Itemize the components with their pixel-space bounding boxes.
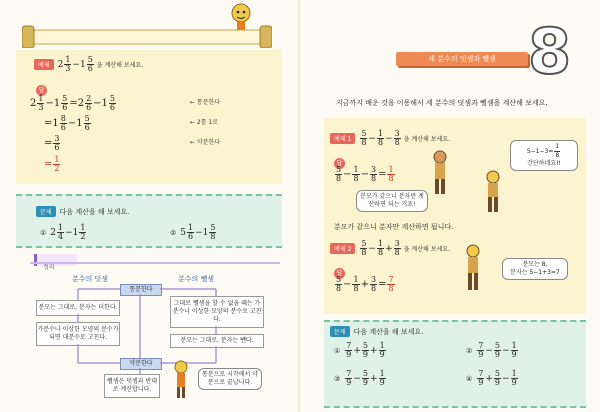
step-3-note: ← 약분한다	[190, 139, 221, 146]
step-1: 2 $\frac{1}{3}$ −1 $\frac{5}{6}$ =2 $\frac{2}{6}$ −1 $\frac{5}{6}$	[30, 94, 115, 112]
step-3: = $\frac{3}{6}$	[44, 134, 60, 152]
step-1-note: ← 통분한다	[190, 99, 221, 106]
problem-r4: ④ $\frac{7}{9}$ + $\frac{5}{9}$ − $\frac{1}{9}$	[466, 369, 517, 387]
person-2-icon	[482, 170, 504, 214]
summary-bubble: 통분으로 시작해서 약분으로 끝납니다.	[198, 368, 262, 390]
step-2: =1 $\frac{8}{6}$ −1 $\frac{5}{6}$	[44, 114, 90, 132]
statement: 분모가 같으니 분자만 계산하면 됩니다.	[334, 223, 454, 231]
person-1-icon	[430, 150, 450, 196]
intro-text: 지금까지 배운 것을 이용해서 세 분수의 덧셈과 뺄셈을 계산해 보세요.	[336, 99, 548, 107]
bubble-3	[502, 258, 568, 280]
bubble-3-line1: 분모는 8,	[522, 261, 548, 268]
box-inverse: 뺄셈은 덧셈과 반대로 계산합니다.	[104, 374, 160, 398]
ex1-header	[330, 130, 450, 147]
ex1-prompt: 을 계산해 보세요.	[403, 136, 450, 143]
problem-tag: 문제	[36, 206, 56, 217]
summary-col1: 분수의 덧셈	[72, 275, 109, 283]
problem-prompt: 다음 계산을 해 보세요.	[59, 207, 130, 216]
problems-prompt: 다음 계산을 해 보세요.	[353, 327, 424, 336]
ex1-answer-tag: 답	[334, 158, 345, 169]
step-2-note: ← 2를 1로	[190, 119, 219, 126]
ex1-solution: $\frac{5}{8}$ − $\frac{1}{8}$ − $\frac{3}{8}$ = $\frac{1}{8}$	[336, 165, 394, 183]
bubble-1: 5−1−3 = $\frac{1}{8}$ 간단하네요!!	[510, 140, 578, 171]
problem-r3: ③ $\frac{7}{9}$ − $\frac{5}{9}$ + $\frac{1}{9}$	[334, 369, 385, 387]
ex2-prompt: 을 계산해 보세요.	[403, 246, 450, 253]
ex2-tag: 예제 2	[330, 243, 355, 254]
chapter-number: 8	[528, 15, 572, 88]
bubble-3-line2: 분자는 5−1+3=7	[510, 269, 560, 276]
example-prompt: 을 계산해 보세요.	[96, 62, 144, 69]
person-3-icon	[462, 244, 484, 292]
example-tag: 예제	[34, 59, 54, 70]
box-yakbun: 약분한다	[120, 358, 162, 370]
ex1-expression: $\frac{5}{8}$ − $\frac{1}{8}$ − $\frac{3}{8}$	[361, 129, 400, 147]
problems-tag: 문제	[330, 326, 350, 337]
box-sub-2: 분모는 그대로, 분자는 뺀다.	[170, 334, 264, 348]
problem-2: ② 5 $\frac{1}{6}$ −1 $\frac{5}{8}$	[170, 223, 216, 241]
chapter-number-wrap	[528, 15, 578, 88]
summary-tag: 정리	[43, 264, 55, 271]
right-page	[300, 0, 600, 412]
step-4: = $\frac{1}{2}$	[44, 155, 60, 173]
bubble-2: 분모가 같으니 분자만 계산하면 되는 거죠!	[356, 190, 428, 212]
problem-r2: ② $\frac{7}{9}$ − $\frac{5}{9}$ − $\frac{1}{9}$	[466, 341, 517, 359]
summary-col2: 분수의 뺄셈	[178, 275, 215, 283]
problems-header	[330, 326, 423, 337]
chapter-title: 세 분수의 덧셈과 뺄셈	[428, 55, 496, 63]
ex1-tag: 예제 1	[330, 133, 355, 144]
ex2-header	[330, 240, 450, 257]
ex2-expression: $\frac{5}{8}$ − $\frac{1}{8}$ + $\frac{3}{8}$	[361, 239, 400, 257]
ex2-solution: $\frac{5}{8}$ − $\frac{1}{8}$ + $\frac{3}{8}$ = $\frac{7}{8}$	[336, 275, 394, 293]
bubble-1-line2: 간단하네요!!	[527, 160, 561, 167]
box-add-2: 가분수나 이상한 모양의 분수가 되면 대분수로 고친다.	[36, 322, 120, 346]
problem-1: ① 2 $\frac{1}{4}$ −1 $\frac{1}{2}$	[40, 223, 86, 241]
example-expression: 2 $\frac{1}{3}$ −1 $\frac{5}{6}$	[57, 55, 93, 73]
box-add-1: 분모는 그대로, 분자는 더한다.	[36, 300, 120, 316]
problem-r1: ① $\frac{7}{9}$ + $\frac{5}{9}$ + $\frac{1}{9}$	[334, 341, 385, 359]
answer-tag: 답	[36, 85, 47, 96]
summary-mascot-icon	[172, 360, 190, 400]
box-tongbun: 통분한다	[120, 284, 162, 296]
box-sub-1: 그대로 뺄셈을 할 수 없을 때는 가분수나 이상한 모양의 분수로 고친다.	[170, 296, 264, 328]
ex2-answer-tag: 답	[334, 268, 345, 279]
chapter-title-wrap	[396, 52, 528, 66]
